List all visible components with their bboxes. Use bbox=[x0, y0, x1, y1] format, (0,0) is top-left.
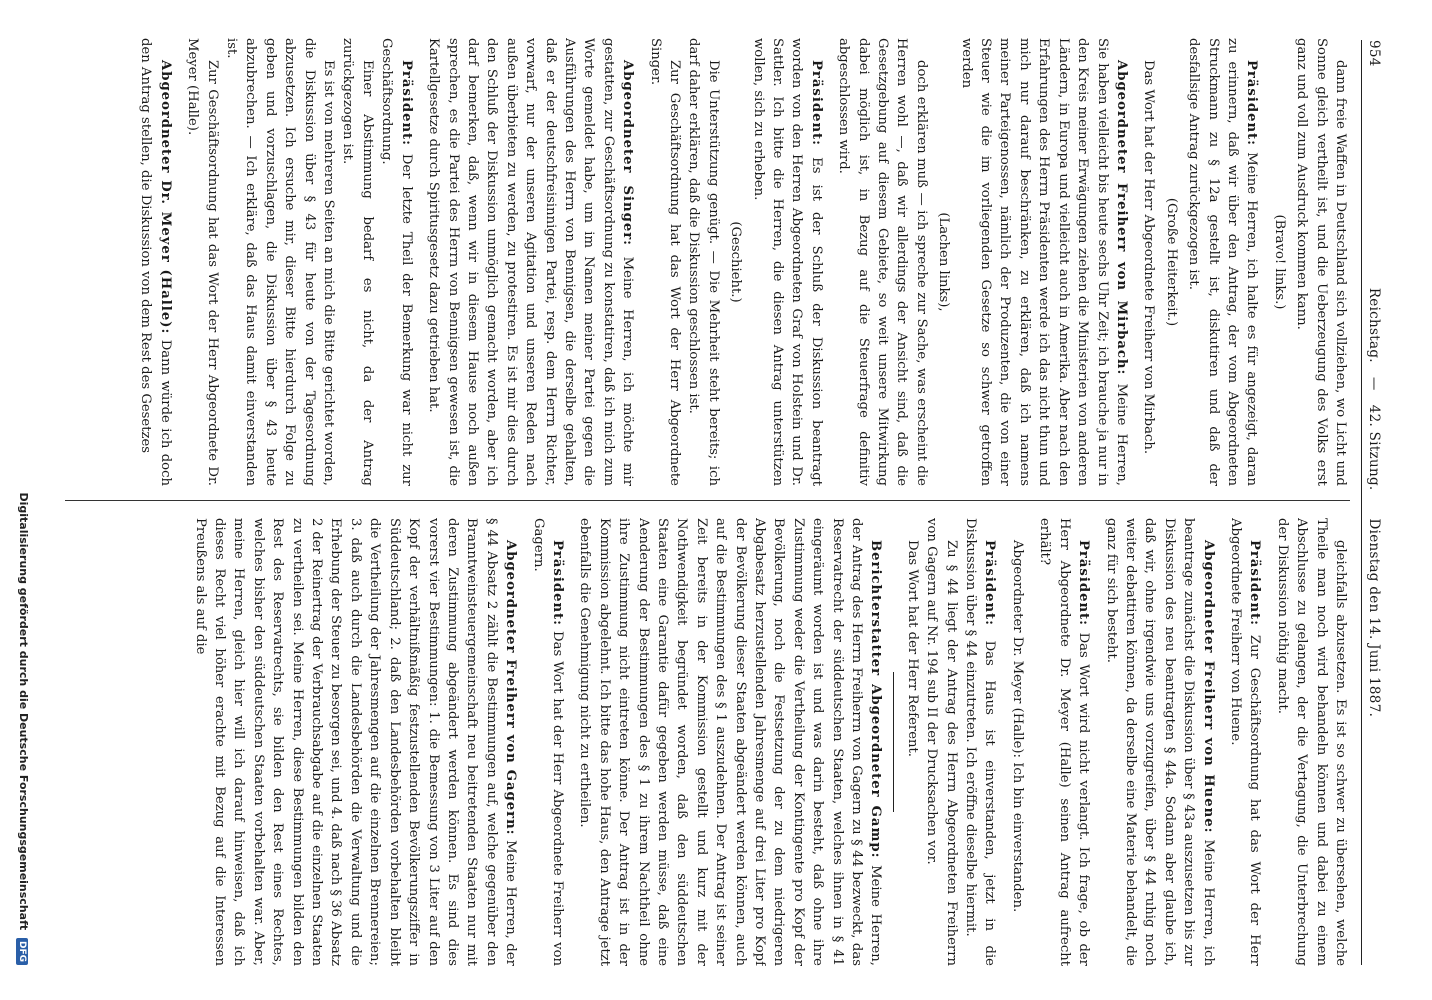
paragraph-text: (Geschieht.) bbox=[728, 221, 744, 303]
paragraph-text: Dann würde ich doch den Antrag stellen, die Diskussion von dem Rest des Gesetzes bbox=[138, 38, 173, 486]
dfg-logo: DFG bbox=[16, 938, 28, 965]
speaker-name: Berichterstatter Abgeordneter Gamp: bbox=[868, 540, 884, 859]
paragraph-text: Einer Abstimmung bedarf es nicht, da der Antrag zurückgezogen ist. bbox=[340, 38, 375, 486]
credit-text: Digitalisierung gefördert durch die Deutsche Forschungsgemeinschaft bbox=[17, 492, 30, 931]
paragraph bbox=[1139, 38, 1158, 486]
speaker-name: Abgeordneter Freiherr von Mirbach: bbox=[1113, 60, 1129, 376]
paragraph bbox=[222, 38, 338, 486]
paragraph-text: Meine Herren, ich beantrage zunächst die Diskussion über § 43a auszusetzen bis zur Diskussion des neu beantragten § 44a. Sodann aber glaube ich, daß wir, ohne irgendwie uns vorzugreifen, über § 44 ruhig noch weiter debattiren können, da derselbe eine Materie behandelt, die ganz für sich besteht. bbox=[1103, 518, 1216, 966]
page-number: 954 bbox=[1366, 40, 1382, 67]
speaker-name: Präsident: bbox=[808, 60, 824, 147]
paragraph-text: (Lachen links), bbox=[936, 212, 952, 312]
paragraph-text: gleichfalls abzusetzen. Es ist so schwer zu übersehen, welche Theile man noch wird behandeln können und dabei zu einem Abschlusse zu gelangen, der die Vertagung, die Unterbrechung der Diskussion nöthig macht. bbox=[1274, 518, 1348, 966]
header-right: Dienstag den 14. Juni 1887. bbox=[1366, 518, 1382, 718]
paragraph bbox=[834, 38, 931, 486]
paragraph-text: Das Wort hat der Herr Referent. bbox=[904, 540, 920, 757]
paragraph bbox=[1101, 518, 1217, 966]
paragraph bbox=[956, 38, 1131, 486]
speaker-name: Präsident: bbox=[1244, 60, 1260, 147]
paragraph bbox=[338, 38, 377, 486]
paragraph-text: Zur Geschäftsordnung hat das Wort der Herr Abgeordnete Freiherr von Huene. bbox=[1227, 518, 1263, 966]
paragraph bbox=[190, 518, 520, 966]
paragraph-text: Das Wort hat der Herr Abgeordnete Freiherr von Gagern. bbox=[530, 518, 565, 966]
paragraph bbox=[684, 38, 723, 486]
speaker-name: Präsident: bbox=[1247, 540, 1263, 627]
paragraph bbox=[1226, 518, 1265, 966]
paragraph-text: doch erklären muß — ich spreche zur Sache, was erscheint die Herren wohl —, daß wir allerdings der Ansicht sind, daß die Gesetzgebung auf diesem Gebiete, so weit unsere Mitwirkung dabei möglich ist, in Bezug auf die Steuerfrage definitiv abgeschlossen wird. bbox=[836, 38, 929, 486]
column-divider bbox=[65, 500, 1350, 501]
left-column bbox=[65, 38, 1350, 486]
paragraph-text: Es ist der Schluß der Diskussion beantragt worden von den Herren Abgeordneten Graf von Holstein und Dr. Sattler. Ich bitte die Herren, die diesen Antrag unterstützen wollen, sich zu erheben. bbox=[750, 38, 824, 486]
header-middle: 42. Sitzung. bbox=[1366, 404, 1382, 491]
paragraph-text: (Große Heiterkeit.) bbox=[1163, 197, 1179, 327]
paragraph bbox=[1272, 518, 1350, 966]
paragraph-text: Meine Herren, Sie haben vielleicht bis heute sechs Uhr Zeit; ich brauche ja nur in den Kreis meiner Erwägungen ziehen die Ministerien von anderen Ländern, in Europa und vielleicht auch in Amerika. Aber nach den Erfahrungen des Herrn Präsidenten werde ich das nicht thun und mich nur darauf beschränken, zu erklären, daß ich namens meiner Parteigenossen, nämlich der Produzenten, die von einer Steuer wie die im vorliegenden Gesetze so schwer getroffen werden bbox=[958, 38, 1129, 486]
paragraph bbox=[1035, 518, 1093, 966]
speaker-name: Abgeordneter Singer: bbox=[620, 60, 636, 247]
paragraph bbox=[377, 38, 416, 486]
paragraph bbox=[528, 518, 567, 966]
paragraph-text: (Bravo! links.) bbox=[1271, 214, 1287, 310]
speaker-name: Abgeordneter Freiherr von Gagern: bbox=[503, 540, 519, 836]
paragraph bbox=[645, 38, 684, 486]
paragraph-text: Der letzte Theil der Bemerkung war nicht zur Geschäftsordnung. bbox=[379, 38, 414, 486]
paragraph bbox=[424, 38, 637, 486]
paragraph-text: Es ist von mehreren Seiten an mich die Bitte gerichtet worden, die Diskussion über § 43 für heute von der Tagesordnung abzusetzen. Ich ersuche mir, dieser Bitte hierdurch Folge zu geben und vorzuschlagen, die Diskussion über § 43 heute abzubrechen. — Ich erkläre, daß das Haus damit einverstanden ist. bbox=[224, 38, 337, 486]
paragraph bbox=[575, 518, 886, 966]
digitization-credit bbox=[16, 40, 30, 965]
right-column bbox=[65, 518, 1350, 966]
speaker-name: Präsident: bbox=[1076, 540, 1092, 627]
paragraph-text: Zur Geschäftsordnung hat das Wort der Herr Abgeordnete Singer. bbox=[647, 38, 682, 486]
paragraph-text: Meine Herren, ich halte es für angezeigt, daran zu erinnern, daß wir über den Antrag, der vom Abgeordneten Struckmann zu § 12a gestellt ist, diskutiren und daß der desfallsige Antrag zurückgezogen ist. bbox=[1186, 38, 1260, 486]
paragraph-text: Das Haus ist einverstanden, jetzt in die Diskussion über § 44 einzutreten. Ich eröffne dieselbe hiermit. bbox=[963, 518, 998, 966]
running-title: Reichstag.—42. Sitzung.Dienstag den 14. Juni 1887. bbox=[1366, 287, 1382, 718]
speaker-name: Abgeordneter Dr. Meyer (Halle): bbox=[157, 60, 173, 335]
paragraph-text: Meine Herren, der Antrag des Herrn Freiherrn von Gagern zu § 44 bezweckt, das Reservatrecht der süddeutschen Staaten, welches ihnen in § 41 eingeräumt worden ist und was darin besteht, daß ohne ihre Zustimmung weder die Vertheilung der Kontingente pro Kopf der Bevölkerung, noch die Festsetzung der zu dem niedrigeren Abgabesatz herzustellenden Jahresmenge auf drei Liter pro Kopf der Bevölkerung dieser Staaten abgeändert werden können, auch auf die Bestimmungen des § 1 auszudehnen. Der Antrag ist seiner Zeit bereits in der Kommission gestellt und kurz mit der Nothwendigkeit begründet worden, daß den süddeutschen Staaten eine Garantie dafür gegeben werden müsse, daß eine Aenderung der Bestimmungen des § 1 zu ihrem Nachtheil ohne ihre Zustimmung nicht eintreten könne. Der Antrag ist in der Kommission abgelehnt. Ich bitte das hohe Haus, den Antrage jetzt ebenfalls die Genehmigung nicht zu ertheilen. bbox=[577, 518, 884, 966]
paragraph-text: dann freie Waffen in Deutschland sich vollziehen, wo Licht und Sonne gleich vertheilt ist, und die Ueberzeugung des Volks erst ganz und voll zum Ausdruck kommen kann. bbox=[1294, 38, 1348, 486]
section-rule bbox=[893, 672, 894, 812]
paragraph-text: Die Unterstützung genügt. — Die Mehrheit steht bereits; ich darf daher erklären, daß die Diskussion geschlossen ist. bbox=[686, 38, 721, 486]
paragraph bbox=[1008, 518, 1027, 966]
speaker-name: Abgeordneter Freiherr von Huene: bbox=[1200, 540, 1216, 834]
paragraph-text: Zur Geschäftsordnung hat das Wort der Herr Abgeordnete Dr. Meyer (Halle). bbox=[185, 38, 220, 486]
stage-direction bbox=[1269, 38, 1288, 486]
paragraph bbox=[1292, 38, 1350, 486]
paragraph bbox=[183, 38, 222, 486]
paragraph-text: Das Wort wird nicht verlangt. Ich frage, ob der Herr Abgeordnete Dr. Meyer (Halle) seinen Antrag aufrecht erhält? bbox=[1037, 518, 1092, 966]
speaker-name: Präsident: bbox=[982, 540, 998, 627]
paragraph bbox=[1184, 38, 1262, 486]
speaker-name: Präsident: bbox=[549, 540, 565, 627]
stage-direction bbox=[934, 38, 953, 486]
paragraph-text: Zu § 44 liegt der Antrag des Herrn Abgeordneten Freiherrn von Gagern auf Nr. 194 sub II der Drucksachen vor. bbox=[924, 518, 959, 966]
paragraph bbox=[902, 518, 921, 966]
paragraph bbox=[136, 38, 175, 486]
header-left: Reichstag. bbox=[1366, 287, 1382, 363]
stage-direction bbox=[1161, 38, 1180, 486]
paragraph-text: Abgeordneter Dr. Meyer (Halle): Ich bin einverstanden. bbox=[1009, 540, 1025, 913]
speaker-name: Präsident: bbox=[398, 60, 414, 147]
stage-direction bbox=[726, 38, 745, 486]
paragraph-text: Das Wort hat der Herr Abgeordnete Freiherr von Mirbach. bbox=[1141, 60, 1157, 455]
paragraph bbox=[748, 38, 826, 486]
paragraph bbox=[922, 518, 961, 966]
paragraph-text: Meine Herren, ich möchte mir gestatten, zur Geschäftsordnung zu konstatiren, daß ich mich zum Worte gemeldet habe, um im Namen meiner Partei gegen die Ausführungen des Herrn von Bennigsen, die derselbe gehalten, daß er der deutschfreisinnigen Partei, resp. dem Herrn Richter, vorwarf, nur der unseren Agitation und unseren Reden nach außen überbieten zu werden, zu protestiren. Es ist mir dies durch den Schluß der Diskussion unmöglich gemacht worden, aber ich darf bemerken, daß, wenn wir in diesem Hause noch außen sprechen, es die Partei des Herrn von Bennigsen gewesen ist, die Kartellgesetze durch Spiritusgesetz dazu getrieben hat. bbox=[426, 38, 636, 486]
page-header bbox=[1361, 40, 1388, 965]
paragraph bbox=[961, 518, 1000, 966]
paragraph-text: Meine Herren, der § 44 Absatz 2 zählt die Bestimmungen auf, welche gegenüber den Branntweinsteuergemeinschaft neu beitretenden Staaten nur mit deren Zustimmung abgeändert werden können. Es sind dies vorerst vier Bestimmungen: 1. die Bemessung von 3 Liter auf den Kopf der verhältnißmäßig festzustellenden Bevölkerungsziffer in Süddeutschland; 2. daß den Landesbehörden vorbehalten bleibt die Vertheilung der Jahresmengen auf die einzelnen Brennereien; 3. daß auch durch die Landesbehörden die Verwaltung und die Erhebung der Steuer zu besorgen sei, und 4. daß nach § 36 Absatz 2 der Reinertrag der Verbrauchsabgabe auf die einzelnen Staaten zu vertheilen sei. Meine Herren, diese Bestimmungen bilden den Rest des Reservatrechts, sie bilden den Rest eines Rechtes, welches bisher den süddeutschen Staaten vorbehalten war. Aber, meine Herren, gleich hier will ich darauf hinweisen, daß ich dieses Recht viel höher erachte mit Bezug auf die Interessen Preußens als auf die bbox=[192, 518, 519, 966]
